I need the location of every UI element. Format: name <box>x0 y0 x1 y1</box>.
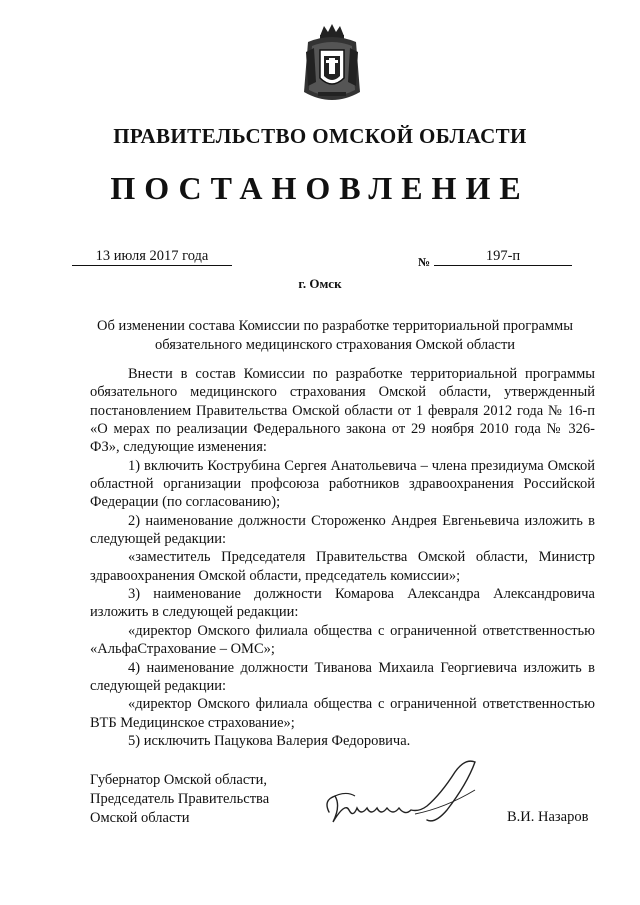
document-city: г. Омск <box>298 276 342 291</box>
document-number: 197-п <box>434 247 572 266</box>
signatory-position-line: Председатель Правительства <box>90 791 270 807</box>
subject-line: обязательного медицинского страхования Омской области <box>154 336 516 353</box>
document-subject <box>70 317 600 354</box>
body-paragraph: Внести в состав Комиссии по разработке территориальной программы обязательного медицинского страхования Омской области, утвержденный постановлением Правительства Омской области от 1 февраля 2012 года № 16-п «О мерах по реализации Федерального закона от 29 ноября 2010 года № 326-ФЗ», следующие изменения: <box>90 366 595 456</box>
body-paragraph: «директор Омского филиала общества с ограниченной ответственностью «АльфаСтрахование – ОМС»; <box>90 622 595 658</box>
number-label: № <box>418 255 431 269</box>
signatory-position-line: Омской области <box>90 810 190 826</box>
signatory-position-line: Губернатор Омской области, <box>90 772 267 788</box>
signatory-name: В.И. Назаров <box>507 809 589 825</box>
body-paragraph: 4) наименование должности Тиванова Михаила Георгиевича изложить в следующей редакции: <box>90 659 595 694</box>
document-date: 13 июля 2017 года <box>72 247 232 266</box>
coat-of-arms-icon <box>300 22 364 108</box>
body-paragraph: «заместитель Председателя Правительства Омской области, Министр здравоохранения Омской области, председатель комиссии»; <box>90 549 595 584</box>
body-paragraph: «директор Омского филиала общества с ограниченной ответственностью ВТБ Медицинское страхование»; <box>90 696 595 731</box>
subject-line: Об изменении состава Комиссии по разработке территориальной программы <box>97 318 573 334</box>
body-paragraph: 3) наименование должности Комарова Александра Александровича изложить в следующей редакции: <box>90 586 595 621</box>
government-title: ПРАВИТЕЛЬСТВО ОМСКОЙ ОБЛАСТИ <box>113 124 527 148</box>
body-paragraph: 2) наименование должности Стороженко Андрея Евгеньевича изложить в следующей редакции: <box>90 512 595 548</box>
document-body <box>90 365 595 750</box>
document-type-title: ПОСТАНОВЛЕНИЕ <box>110 170 530 206</box>
body-paragraph: 5) исключить Пацукова Валерия Федоровича. <box>128 732 411 749</box>
handwritten-signature <box>315 750 485 840</box>
signatory-position <box>90 771 269 828</box>
body-paragraph: 1) включить Кострубина Сергея Анатольевича – члена президиума Омской областной организации профсоюза работников здравоохранения Российской Федерации (по согласованию); <box>90 457 595 511</box>
